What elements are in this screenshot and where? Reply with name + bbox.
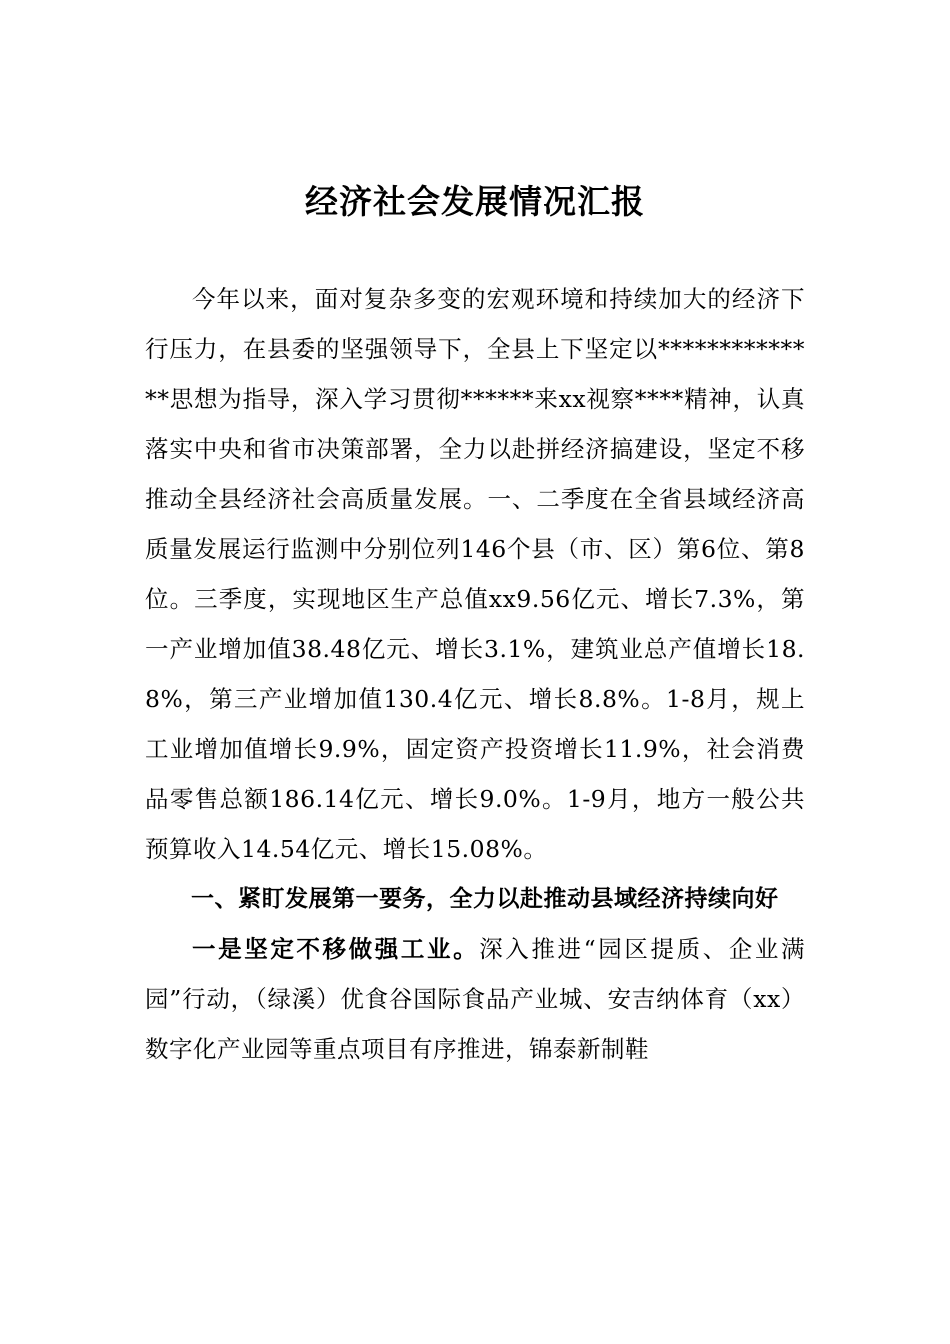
item-paragraph bbox=[145, 924, 805, 1074]
section-heading: 一、紧盯发展第一要务，全力以赴推动县域经济持续向好 bbox=[191, 886, 779, 912]
document-title: 经济社会发展情况汇报 bbox=[305, 182, 645, 221]
item-lead: 一是坚定不移做强工业。 bbox=[192, 935, 480, 963]
intro-paragraph: 今年以来，面对复杂多变的宏观环境和持续加大的经济下行压力，在县委的坚强领导下，全县上下坚定以**************思想为指导，深入学习贯彻******来xx视察****精神，认真落实中央和省市决策部署，全力以赴拼经济搞建设，坚定不移推动全县经济社会高质量发展。一、二季度在全省县域经济高质量发展运行监测中分别位列146个县（市、区）第6位、第8位。三季度，实现地区生产总值xx9.56亿元、增长7.3%，第一产业增加值38.48亿元、增长3.1%，建筑业总产值增长18.8%，第三产业增加值130.4亿元、增长8.8%。1-8月，规上工业增加值增长9.9%，固定资产投资增长11.9%，社会消费品零售总额186.14亿元、增长9.0%。1-9月，地方一般公共预算收入14.54亿元、增长15.08%。 bbox=[145, 285, 805, 863]
document-body bbox=[145, 274, 805, 1074]
item-text: 深入推进“园区提质、企业满园”行动，（绿溪）优食谷国际食品产业城、安吉纳体育（xx）数字化产业园等重点项目有序推进，锦泰新制鞋 bbox=[145, 935, 806, 1063]
